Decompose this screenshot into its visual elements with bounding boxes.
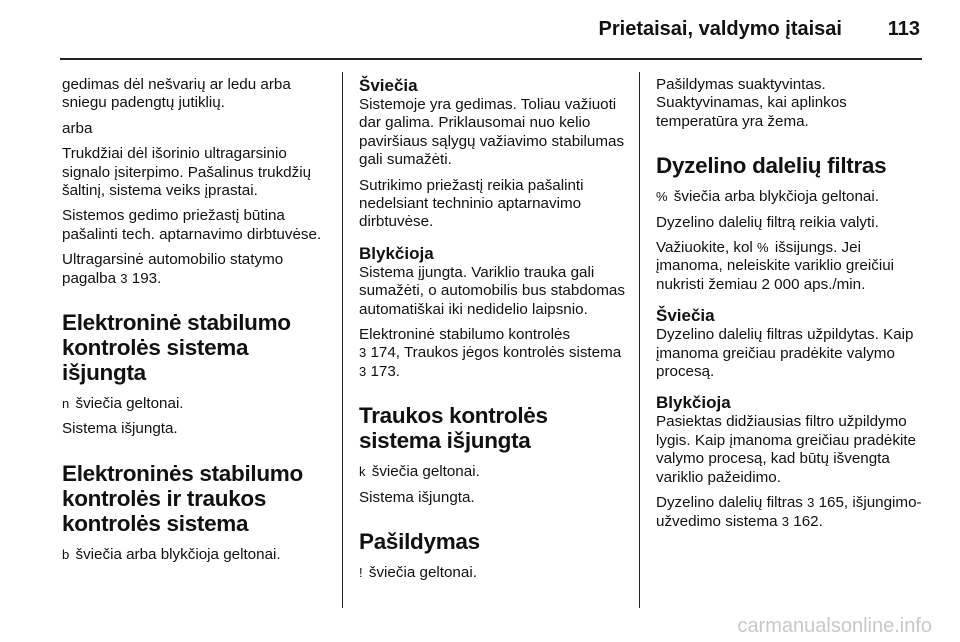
page-number: 113 (887, 18, 920, 40)
paragraph: Elektroninė stabilumo kontrolės 3 174, Traukos jėgos kontrolės sistema 3 173. (359, 326, 622, 380)
section-heading-preheating: Pašildymas (359, 529, 480, 555)
tc-off-icon: k (359, 464, 366, 480)
column-3 (656, 76, 928, 538)
section-heading-tc-off: Traukos kontrolės sistema išjungta (359, 403, 548, 454)
esc-tc-icon: b (62, 546, 70, 562)
header-rule (60, 58, 922, 60)
paragraph: k šviečia geltonai. (359, 463, 480, 481)
page-reference[interactable]: 165, išjungimo-užvedimo sistema (656, 494, 922, 530)
paragraph: gedimas dėl nešvarių ar ledu arba sniegu padengtų jutiklių. (62, 76, 291, 112)
paragraph: Pasiektas didžiausias filtro užpildymo lygis. Kaip įmanoma greičiau pradėkite valymo procesą, kad būtų išvengta variklio pažeidimo. (656, 413, 917, 486)
reference-arrow-icon: 3 (807, 495, 815, 511)
page-header-title: Prietaisai, valdymo įtaisai (598, 18, 842, 40)
section-heading-dpf: Dyzelino dalelių filtras (656, 153, 887, 179)
paragraph: Ultragarsinė automobilio statymo pagalba 3 193. (62, 251, 284, 287)
reference-arrow-icon: 3 (120, 270, 128, 286)
paragraph: b šviečia arba blykčioja geltonai. (62, 545, 281, 563)
reference-arrow-icon: 3 (781, 513, 790, 529)
section-heading-esc-off: Elektroninė stabilumo kontrolės sistema išjungta (62, 310, 291, 386)
dpf-icon: % (757, 240, 769, 256)
subheading-flashing: Blykčioja (656, 393, 731, 413)
paragraph: % šviečia arba blykčioja geltonai. (656, 188, 879, 206)
paragraph: Sistema įjungta. Variklio trauka gali sumažėti, o automobilis bus stabdomas automatiškai iki nedidelio laipsnio. (359, 263, 625, 318)
preheat-icon: ! (359, 565, 363, 581)
page-header (60, 14, 922, 44)
column-2 (359, 76, 629, 590)
reference-arrow-icon: 3 (359, 345, 367, 361)
paragraph: Dyzelino dalelių filtrą reikia valyti. (656, 213, 879, 231)
paragraph: Trukdžiai dėl išorinio ultragarsinio signalo įsiterpimo. Pašalinus trukdžių šaltinį, sistema veiks įprastai. (62, 145, 312, 200)
section-heading-esc-tc: Elektroninės stabilumo kontrolės ir traukos kontrolės sistema (62, 460, 303, 536)
subheading-lit: Šviečia (656, 306, 715, 326)
subheading-lit: Šviečia (359, 76, 418, 95)
paragraph: Pašildymas suaktyvintas. Suaktyvinamas, kai aplinkos temperatūra yra žema. (656, 76, 847, 130)
reference-arrow-icon: 3 (359, 363, 367, 379)
paragraph: Dyzelino dalelių filtras užpildytas. Kaip įmanoma greičiau pradėkite valymo procesą. (656, 326, 914, 381)
paragraph: arba (62, 119, 93, 137)
paragraph: ! šviečia geltonai. (359, 564, 477, 582)
subheading-flashing: Blykčioja (359, 243, 434, 263)
page-reference[interactable]: 174, Traukos jėgos kontrolės sistema (370, 344, 622, 362)
paragraph: Važiuokite, kol % išsijungs. Jei įmanoma, neleiskite variklio greičiui nukristi žemiau 2 000 aps./min. (656, 239, 895, 293)
esc-off-icon: n (62, 396, 70, 412)
page-reference[interactable]: 162. (793, 512, 823, 530)
column-divider-2 (639, 72, 640, 608)
paragraph: Sutrikimo priežastį reikia pašalinti nedelsiant techninio aptarnavimo dirbtuvėse. (359, 176, 584, 231)
watermark: carmanualsonline.info (737, 615, 932, 637)
page-reference[interactable]: 173. (370, 362, 401, 380)
column-1 (62, 76, 334, 571)
dpf-icon: % (656, 189, 668, 205)
paragraph: Sistema išjungta. (359, 488, 475, 506)
page-reference[interactable]: 193. (131, 269, 162, 287)
column-divider-1 (342, 72, 343, 608)
paragraph: Dyzelino dalelių filtras 3 165, išjungimo-užvedimo sistema 3 162. (656, 494, 922, 530)
paragraph: n šviečia geltonai. (62, 395, 184, 413)
paragraph: Sistemoje yra gedimas. Toliau važiuoti dar galima. Priklausomai nuo kelio paviršiaus sąlygų važiavimo stabilumas gali sumažėti. (359, 96, 625, 169)
paragraph: Sistemos gedimo priežastį būtina pašalinti tech. aptarnavimo dirbtuvėse. (62, 207, 322, 243)
paragraph: Sistema išjungta. (62, 420, 178, 438)
